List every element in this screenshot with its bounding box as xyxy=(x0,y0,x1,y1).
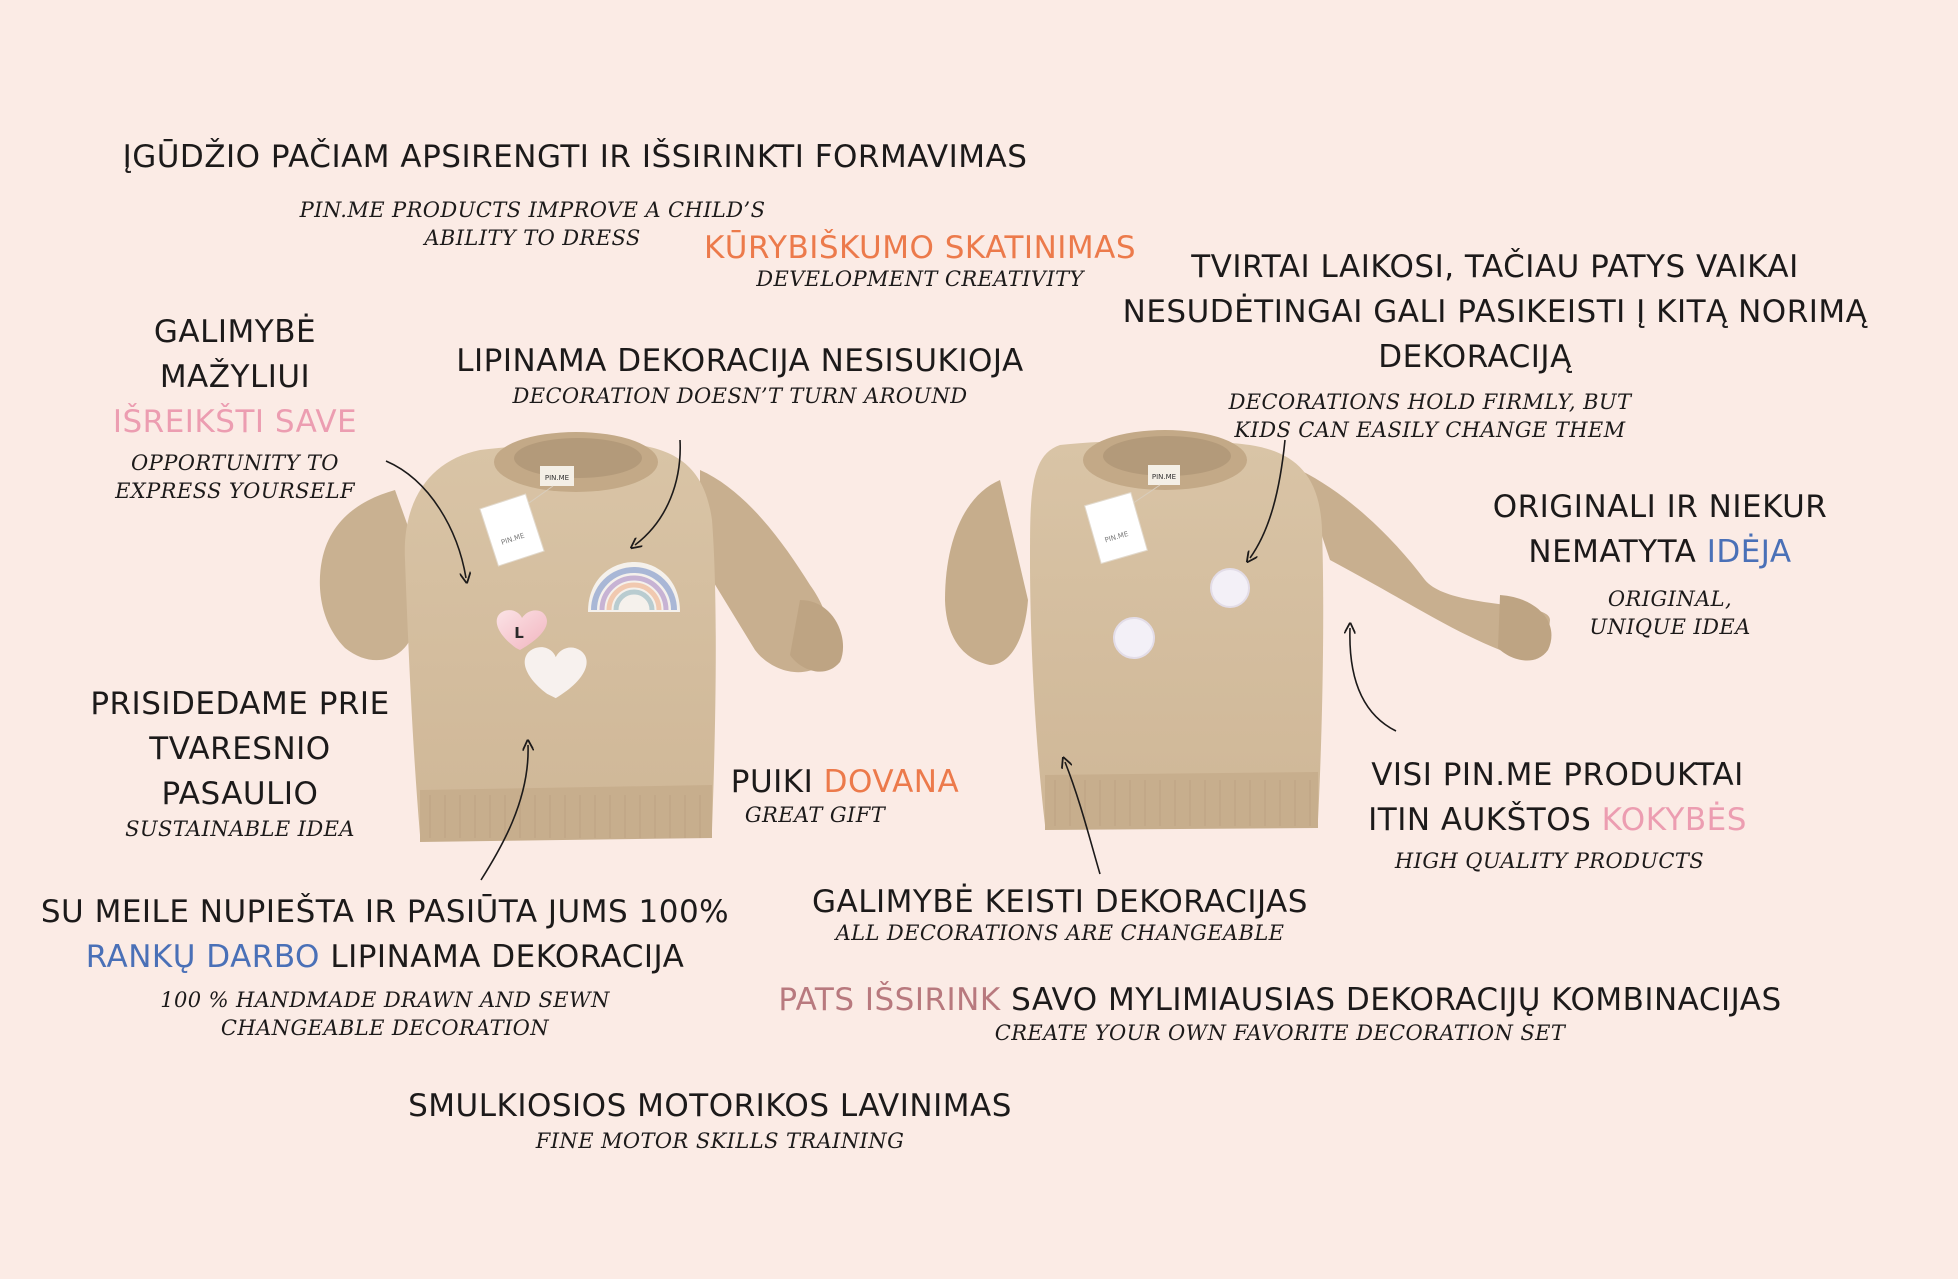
creativity-subtitle: DEVELOPMENT CREATIVITY xyxy=(756,267,1084,291)
original-subtitle-2: UNIQUE IDEA xyxy=(1589,615,1751,639)
sustainable-subtitle: SUSTAINABLE IDEA xyxy=(125,817,355,841)
left-tag-text: PIN.ME xyxy=(500,531,526,547)
original-subtitle-1: ORIGINAL, xyxy=(1607,587,1733,611)
feature-holds-firmly xyxy=(1100,245,1890,444)
original-highlight: IDĖJA xyxy=(1706,534,1792,570)
creativity-title: KŪRYBIŠKUMO SKATINIMAS xyxy=(703,230,1137,266)
holds-firmly-title-1: TVIRTAI LAIKOSI, TAČIAU PATYS VAIKAI xyxy=(1191,249,1799,285)
feature-choose-set xyxy=(755,978,1805,1047)
holds-firmly-title-2: NESUDĖTINGAI GALI PASIKEISTI Į KITĄ NORIMĄ xyxy=(1122,294,1868,330)
feature-express-self xyxy=(90,310,380,505)
express-self-subtitle-1: OPPORTUNITY TO xyxy=(131,451,339,475)
handmade-highlight: RANKŲ DARBO xyxy=(85,939,320,975)
fine-motor-title: SMULKIOSIOS MOTORIKOS LAVINIMAS xyxy=(408,1088,1012,1124)
feature-original xyxy=(1455,485,1865,641)
express-self-title-2: MAŽYLIUI xyxy=(159,359,311,395)
express-self-highlight: IŠREIKŠTI SAVE xyxy=(112,404,358,440)
holds-firmly-subtitle-1: DECORATIONS HOLD FIRMLY, BUT xyxy=(1228,390,1632,414)
express-self-subtitle-2: EXPRESS YOURSELF xyxy=(115,479,355,503)
gift-subtitle: GREAT GIFT xyxy=(744,803,886,827)
holds-firmly-subtitle-2: KIDS CAN EASILY CHANGE THEM xyxy=(1234,418,1626,442)
quality-title-2: ITIN AUKŠTOS xyxy=(1368,802,1592,838)
gift-highlight: DOVANA xyxy=(823,764,960,800)
dress-skill-subtitle-2: ABILITY TO DRESS xyxy=(424,226,641,250)
handmade-title-2: LIPINAMA DEKORACIJA xyxy=(330,939,685,975)
feature-changeable xyxy=(790,880,1330,947)
feature-handmade xyxy=(35,890,735,1042)
original-title-2: NEMATYTA xyxy=(1528,534,1697,570)
no-turn-title: LIPINAMA DEKORACIJA NESISUKIOJA xyxy=(456,343,1024,379)
quality-highlight: KOKYBĖS xyxy=(1601,802,1747,838)
express-self-title-1: GALIMYBĖ xyxy=(153,314,317,350)
handmade-subtitle-2: CHANGEABLE DECORATION xyxy=(220,1016,550,1040)
feature-fine-motor xyxy=(400,1084,1020,1155)
feature-quality xyxy=(1345,753,1770,875)
quality-title-1: VISI PIN.ME PRODUKTAI xyxy=(1371,757,1744,793)
handmade-title-1: SU MEILE NUPIEŠTA IR PASIŪTA JUMS 100% xyxy=(40,894,730,930)
choose-set-subtitle: CREATE YOUR OWN FAVORITE DECORATION SET xyxy=(994,1021,1566,1045)
choose-set-highlight: PATS IŠSIRINK xyxy=(778,982,1001,1018)
sustainable-title-1: PRISIDEDAME PRIE xyxy=(90,686,390,722)
heart-letter: L xyxy=(514,624,524,642)
gift-title: PUIKI xyxy=(730,764,814,800)
right-tag-text: PIN.ME xyxy=(1103,530,1130,545)
dress-skill-subtitle-1: PIN.ME PRODUCTS IMPROVE A CHILD’S xyxy=(299,198,766,222)
arrow-original xyxy=(1350,628,1396,731)
right-neck-label: PIN.ME xyxy=(1151,473,1177,481)
sustainable-title-2: TVARESNIO xyxy=(149,731,331,767)
velcro-dot-left xyxy=(1114,618,1154,658)
choose-set-title: SAVO MYLIMIAUSIAS DEKORACIJŲ KOMBINACIJAS xyxy=(1011,982,1782,1018)
changeable-title: GALIMYBĖ KEISTI DEKORACIJAS xyxy=(812,884,1308,920)
holds-firmly-title-3: DEKORACIJĄ xyxy=(1378,339,1572,375)
original-title-1: ORIGINALI IR NIEKUR xyxy=(1492,489,1828,525)
changeable-subtitle: ALL DECORATIONS ARE CHANGEABLE xyxy=(835,921,1285,945)
fine-motor-subtitle: FINE MOTOR SKILLS TRAINING xyxy=(535,1129,905,1153)
no-turn-subtitle: DECORATION DOESN’T TURN AROUND xyxy=(512,384,968,408)
quality-subtitle: HIGH QUALITY PRODUCTS xyxy=(1394,849,1705,873)
left-neck-label: PIN.ME xyxy=(544,474,570,482)
feature-sustainable xyxy=(60,682,420,843)
feature-gift xyxy=(690,760,1000,829)
velcro-dot-top xyxy=(1211,569,1249,607)
sustainable-title-3: PASAULIO xyxy=(161,776,319,812)
handmade-subtitle-1: 100 % HANDMADE DRAWN AND SEWN xyxy=(160,988,610,1012)
dress-skill-title: ĮGŪDŽIO PAČIAM APSIRENGTI IR IŠSIRINKTI FORMAVIMAS xyxy=(122,139,1028,175)
feature-no-turn xyxy=(420,339,1060,410)
